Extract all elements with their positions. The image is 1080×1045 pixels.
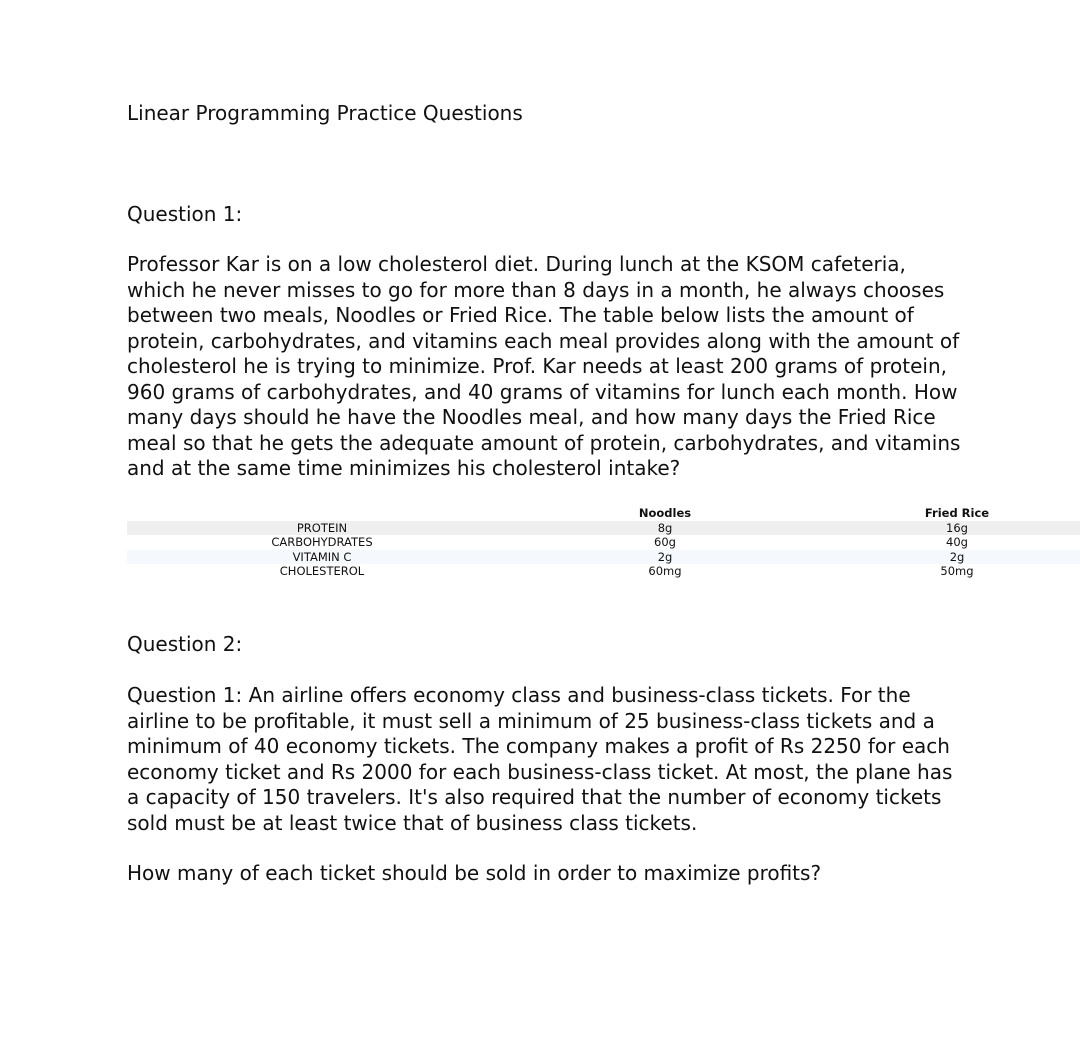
row-label-carbohydrates: CARBOHYDRATES: [271, 535, 373, 549]
cell-vitamin-c-fried-rice: 2g: [949, 549, 965, 564]
cell-cholesterol-noodles: 60mg: [648, 564, 682, 578]
table-row: [127, 564, 1080, 579]
cell-carbohydrates-noodles: 60g: [654, 535, 676, 549]
question-1-heading: Question 1:: [127, 202, 243, 226]
table-row: [127, 521, 1080, 536]
table-header-noodles: Noodles: [638, 506, 692, 520]
cell-carbohydrates-fried-rice: 40g: [946, 535, 968, 549]
row-label-vitamin-c: VITAMIN C: [292, 549, 352, 564]
row-label-protein: PROTEIN: [296, 520, 348, 535]
cell-vitamin-c-noodles: 2g: [657, 549, 673, 564]
cell-protein-noodles: 8g: [657, 520, 673, 535]
question-1-body: Professor Kar is on a low cholesterol diet. During lunch at the KSOM cafeteria, which he never misses to go for more than 8 days in a month, he always chooses between two meals, Noodles or Fried Rice. The table below lists the amount of protein, carbohydrates, and vitamins each meal provides along with the amount of cholesterol he is trying to minimize. Prof. Kar needs at least 200 grams of protein, 960 grams of carbohydrates, and 40 grams of vitamins for lunch each month. How many days should he have the Noodles meal, and how many days the Fried Rice meal so that he gets the adequate amount of protein, carbohydrates, and vitamins and at the same time minimizes his cholesterol intake?: [127, 252, 961, 480]
question-2-body: Question 1: An airline offers economy class and business-class tickets. For the airline to be profitable, it must sell a minimum of 25 business-class tickets and a minimum of 40 economy tickets. The company makes a profit of Rs 2250 for each economy ticket and Rs 2000 for each business-class ticket. At most, the plane has a capacity of 150 travelers. It's also required that the number of economy tickets sold must be at least twice that of business class tickets.: [127, 683, 953, 835]
nutrition-table: [127, 506, 1080, 579]
cell-protein-fried-rice: 16g: [946, 520, 968, 535]
row-label-cholesterol: CHOLESTEROL: [279, 564, 365, 578]
table-row: [127, 535, 1080, 550]
document-title: Linear Programming Practice Questions: [127, 101, 523, 125]
table-row: [127, 550, 1080, 565]
question-2-ask: How many of each ticket should be sold in order to maximize profits?: [127, 861, 822, 885]
question-2-heading: Question 2:: [127, 632, 243, 656]
table-header-fried-rice: Fried Rice: [924, 506, 990, 520]
table-header-row: [127, 506, 1080, 521]
cell-cholesterol-fried-rice: 50mg: [940, 564, 974, 578]
